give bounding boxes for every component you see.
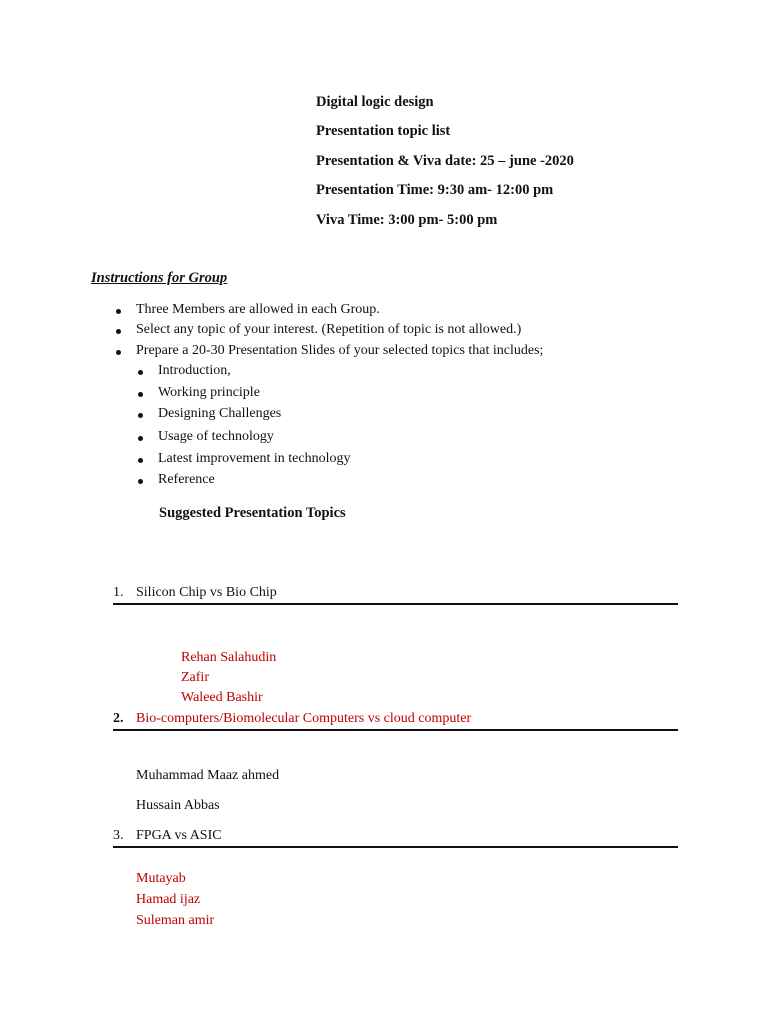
member-name: Hussain Abbas	[136, 798, 220, 813]
member-name: Hamad ijaz	[136, 892, 201, 907]
topic-title: Bio-computers/Biomolecular Computers vs cloud computer	[136, 711, 472, 726]
bullet-icon	[116, 309, 121, 314]
bullet-icon	[116, 350, 121, 355]
topics-title: Suggested Presentation Topics	[159, 505, 346, 521]
list-title: Presentation topic list	[316, 123, 451, 139]
topic-title: FPGA vs ASIC	[136, 828, 222, 843]
instruction-subitem: Designing Challenges	[158, 406, 282, 421]
bullet-icon	[138, 436, 143, 441]
topic-divider	[113, 603, 678, 605]
presentation-time: Presentation Time: 9:30 am- 12:00 pm	[316, 182, 554, 198]
instruction-subitem: Introduction,	[158, 363, 231, 378]
member-name: Rehan Salahudin	[181, 650, 277, 665]
instruction-item: Prepare a 20-30 Presentation Slides of your selected topics that includes;	[136, 343, 544, 358]
member-name: Muhammad Maaz ahmed	[136, 768, 280, 783]
bullet-icon	[138, 392, 143, 397]
bullet-icon	[138, 458, 143, 463]
member-name: Waleed Bashir	[181, 690, 263, 705]
member-name: Suleman amir	[136, 913, 215, 928]
bullet-icon	[138, 370, 143, 375]
instruction-subitem: Reference	[158, 472, 215, 487]
instruction-item: Select any topic of your interest. (Repetition of topic is not allowed.)	[136, 322, 522, 337]
instruction-subitem: Working principle	[158, 385, 260, 400]
topic-number: 1.	[113, 585, 124, 600]
member-name: Mutayab	[136, 871, 186, 886]
instruction-item: Three Members are allowed in each Group.	[136, 302, 380, 317]
topic-divider	[113, 846, 678, 848]
bullet-icon	[138, 413, 143, 418]
course-title: Digital logic design	[316, 94, 434, 110]
topic-number: 2.	[113, 711, 124, 726]
topic-number: 3.	[113, 828, 124, 843]
member-name: Zafir	[181, 670, 209, 685]
date-line: Presentation & Viva date: 25 – june -2020	[316, 153, 574, 169]
instruction-subitem: Latest improvement in technology	[158, 451, 351, 466]
bullet-icon	[116, 329, 121, 334]
instructions-title: Instructions for Group	[91, 270, 228, 286]
viva-time: Viva Time: 3:00 pm- 5:00 pm	[316, 212, 498, 228]
instruction-subitem: Usage of technology	[158, 429, 274, 444]
bullet-icon	[138, 479, 143, 484]
topic-title: Silicon Chip vs Bio Chip	[136, 585, 277, 600]
topic-divider	[113, 729, 678, 731]
